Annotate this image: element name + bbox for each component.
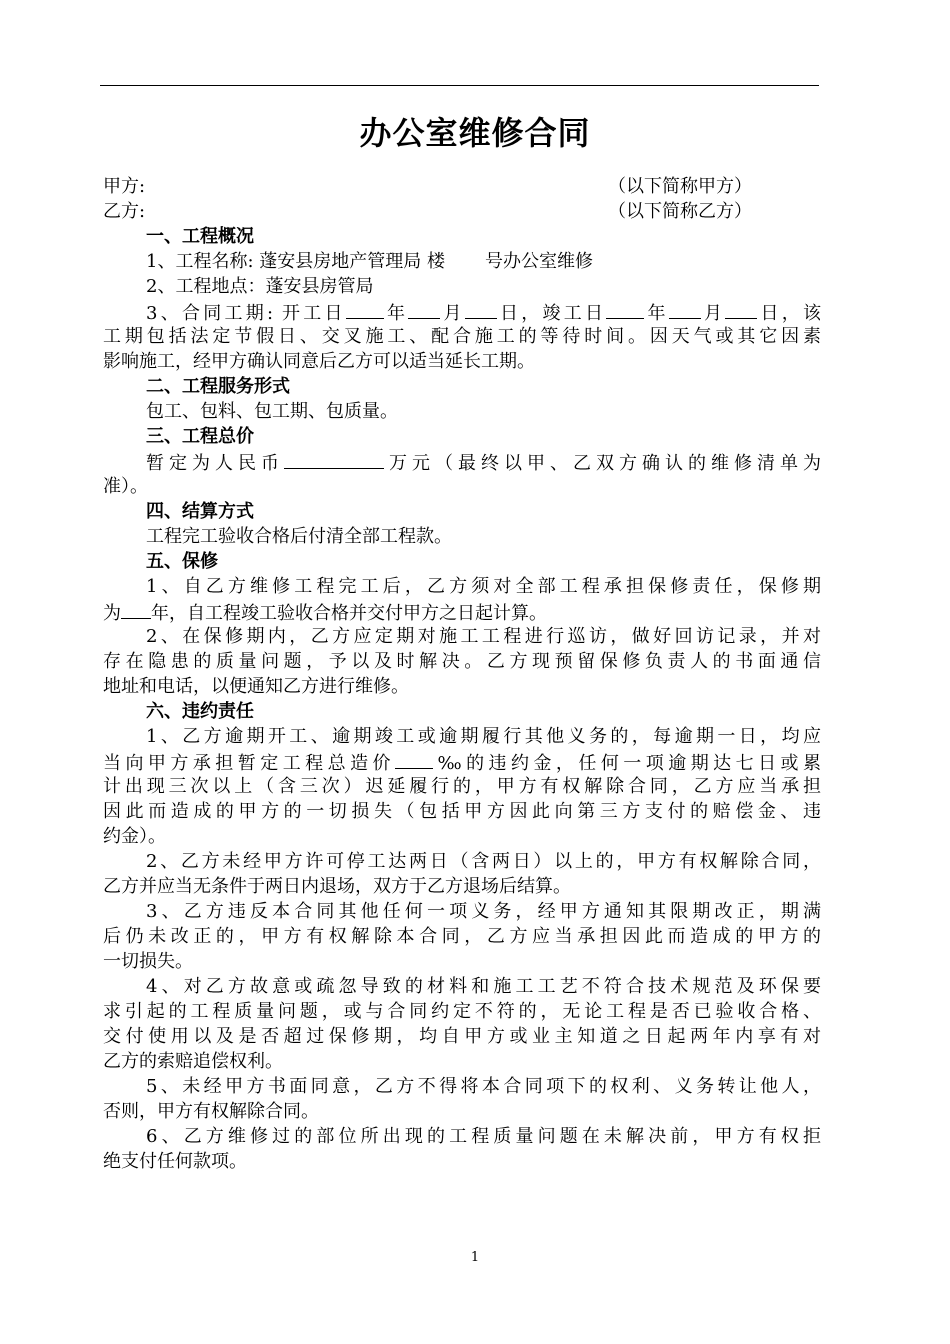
warranty-p2-line-3: 地址和电话，以便通知乙方进行维修。 <box>103 676 409 697</box>
start-month-blank <box>408 299 440 319</box>
liability-p6-line-2: 绝支付任何款项。 <box>103 1151 247 1172</box>
price-label: 暂定为人民币 <box>146 453 284 474</box>
party-b-label: 乙方: <box>103 201 146 222</box>
section-heading-overview: 一、工程概况 <box>146 226 254 247</box>
liability-p3-line-1: 3、乙方违反本合同其他任何一项义务，经甲方通知其限期改正，期满 <box>146 901 821 922</box>
party-a-note: （以下简称甲方） <box>608 176 752 197</box>
document-title: 办公室维修合同 <box>359 114 591 152</box>
year-label-2: 年 <box>644 303 669 324</box>
liability-p5-line-2: 否则，甲方有权解除合同。 <box>103 1101 319 1122</box>
liability-p2-line-2: 乙方并应当无条件于两日内退场，双方于乙方退场后结算。 <box>103 876 571 897</box>
project-name-line <box>103 249 821 274</box>
completion-label: 日，竣工日 <box>496 303 607 324</box>
contract-period-line <box>103 299 821 324</box>
section-heading-liability: 六、违约责任 <box>146 701 254 722</box>
warranty-period-prefix: 为 <box>103 603 121 624</box>
liability-p4-line-1: 4、对乙方故意或疏忽导致的材料和施工工艺不符合技术规范及环保要 <box>146 976 821 997</box>
contract-period-line-3: 影响施工，经甲方确认同意后乙方可以适当延长工期。 <box>103 351 535 372</box>
project-location-line: 2、工程地点：蓬安县房管局 <box>146 276 374 297</box>
header-rule <box>100 85 819 86</box>
section-heading-service: 二、工程服务形式 <box>146 376 290 397</box>
liability-p1-line-3: 计出现三次以上（含三次）迟延履行的，甲方有权解除合同，乙方应当承担 <box>103 776 821 797</box>
price-note: 万元（最终以甲、乙双方确认的维修清单为 <box>384 453 821 474</box>
penalty-prefix: 当向甲方承担暂定工程总造价 <box>103 753 395 774</box>
page-number: 1 <box>470 1250 480 1265</box>
liability-p1-line-2 <box>103 749 821 774</box>
contract-period-line-2: 工期包括法定节假日、交叉施工、配合施工的等待时间。因天气或其它因素 <box>103 326 821 347</box>
warranty-p1-line-1: 1、自乙方维修工程完工后，乙方须对全部工程承担保修责任，保修期 <box>146 576 821 597</box>
section-heading-settlement: 四、结算方式 <box>146 501 254 522</box>
project-name-prefix: 1、工程名称: 蓬安县房地产管理局 楼 <box>146 251 445 272</box>
party-b-note: （以下简称乙方） <box>608 201 752 222</box>
month-label: 月 <box>440 303 465 324</box>
warranty-p1-line-2 <box>103 599 821 624</box>
warranty-p2-line-2: 存在隐患的质量问题，予以及时解决。乙方现预留保修负责人的书面通信 <box>103 651 821 672</box>
liability-p4-line-2: 求引起的工程质量问题，或与合同约定不符的，无论工程是否已验收合格、 <box>103 1001 821 1022</box>
contract-body <box>103 174 821 1174</box>
warranty-period-suffix: 年，自工程竣工验收合格并交付甲方之日起计算。 <box>151 603 547 624</box>
liability-p1-line-5: 约金）。 <box>103 826 166 847</box>
liability-p5-line-1: 5、未经甲方书面同意，乙方不得将本合同项下的权利、义务转让他人， <box>146 1076 821 1097</box>
party-a-label: 甲方: <box>103 176 146 197</box>
liability-p1-line-4: 因此而造成的甲方的一切损失（包括甲方因此向第三方支付的赔偿金、违 <box>103 801 821 822</box>
section-heading-warranty: 五、保修 <box>146 551 218 572</box>
price-line <box>103 449 821 474</box>
warranty-p2-line-1: 2、在保修期内，乙方应定期对施工工程进行巡访，做好回访记录，并对 <box>146 626 821 647</box>
month-label-2: 月 <box>700 303 726 324</box>
penalty-rate-blank <box>395 749 433 769</box>
year-label: 年 <box>383 303 409 324</box>
liability-p4-line-4: 乙方的索赔追偿权利。 <box>103 1051 283 1072</box>
party-a-line <box>103 174 821 199</box>
price-amount-blank <box>284 449 384 469</box>
liability-p3-line-3: 一切损失。 <box>103 951 193 972</box>
price-line-2: 准）。 <box>103 476 148 497</box>
liability-p2-line-1: 2、乙方未经甲方许可停工达两日（含两日）以上的，甲方有权解除合同， <box>146 851 821 872</box>
liability-p6-line-1: 6、乙方维修过的部位所出现的工程质量问题在未解决前，甲方有权拒 <box>146 1126 821 1147</box>
liability-p1-line-1: 1、乙方逾期开工、逾期竣工或逾期履行其他义务的，每逾期一日，均应 <box>146 726 821 747</box>
warranty-years-blank <box>121 599 151 619</box>
liability-p4-line-3: 交付使用以及是否超过保修期，均自甲方或业主知道之日起两年内享有对 <box>103 1026 821 1047</box>
settlement-text: 工程完工验收合格后付清全部工程款。 <box>146 526 452 547</box>
day-label-2: 日，该 <box>757 303 821 324</box>
section-heading-price: 三、工程总价 <box>146 426 254 447</box>
end-year-blank <box>606 299 644 319</box>
party-b-line <box>103 199 821 224</box>
project-name-suffix: 号办公室维修 <box>484 251 593 272</box>
start-day-blank <box>465 299 497 319</box>
end-day-blank <box>725 299 757 319</box>
start-year-blank <box>346 299 384 319</box>
penalty-suffix: ‰的违约金，任何一项逾期达七日或累 <box>433 753 821 774</box>
service-text: 包工、包料、包工期、包质量。 <box>146 401 398 422</box>
period-label: 3、合同工期: 开工日 <box>146 303 346 324</box>
liability-p3-line-2: 后仍未改正的，甲方有权解除本合同，乙方应当承担因此而造成的甲方的 <box>103 926 821 947</box>
end-month-blank <box>669 299 701 319</box>
